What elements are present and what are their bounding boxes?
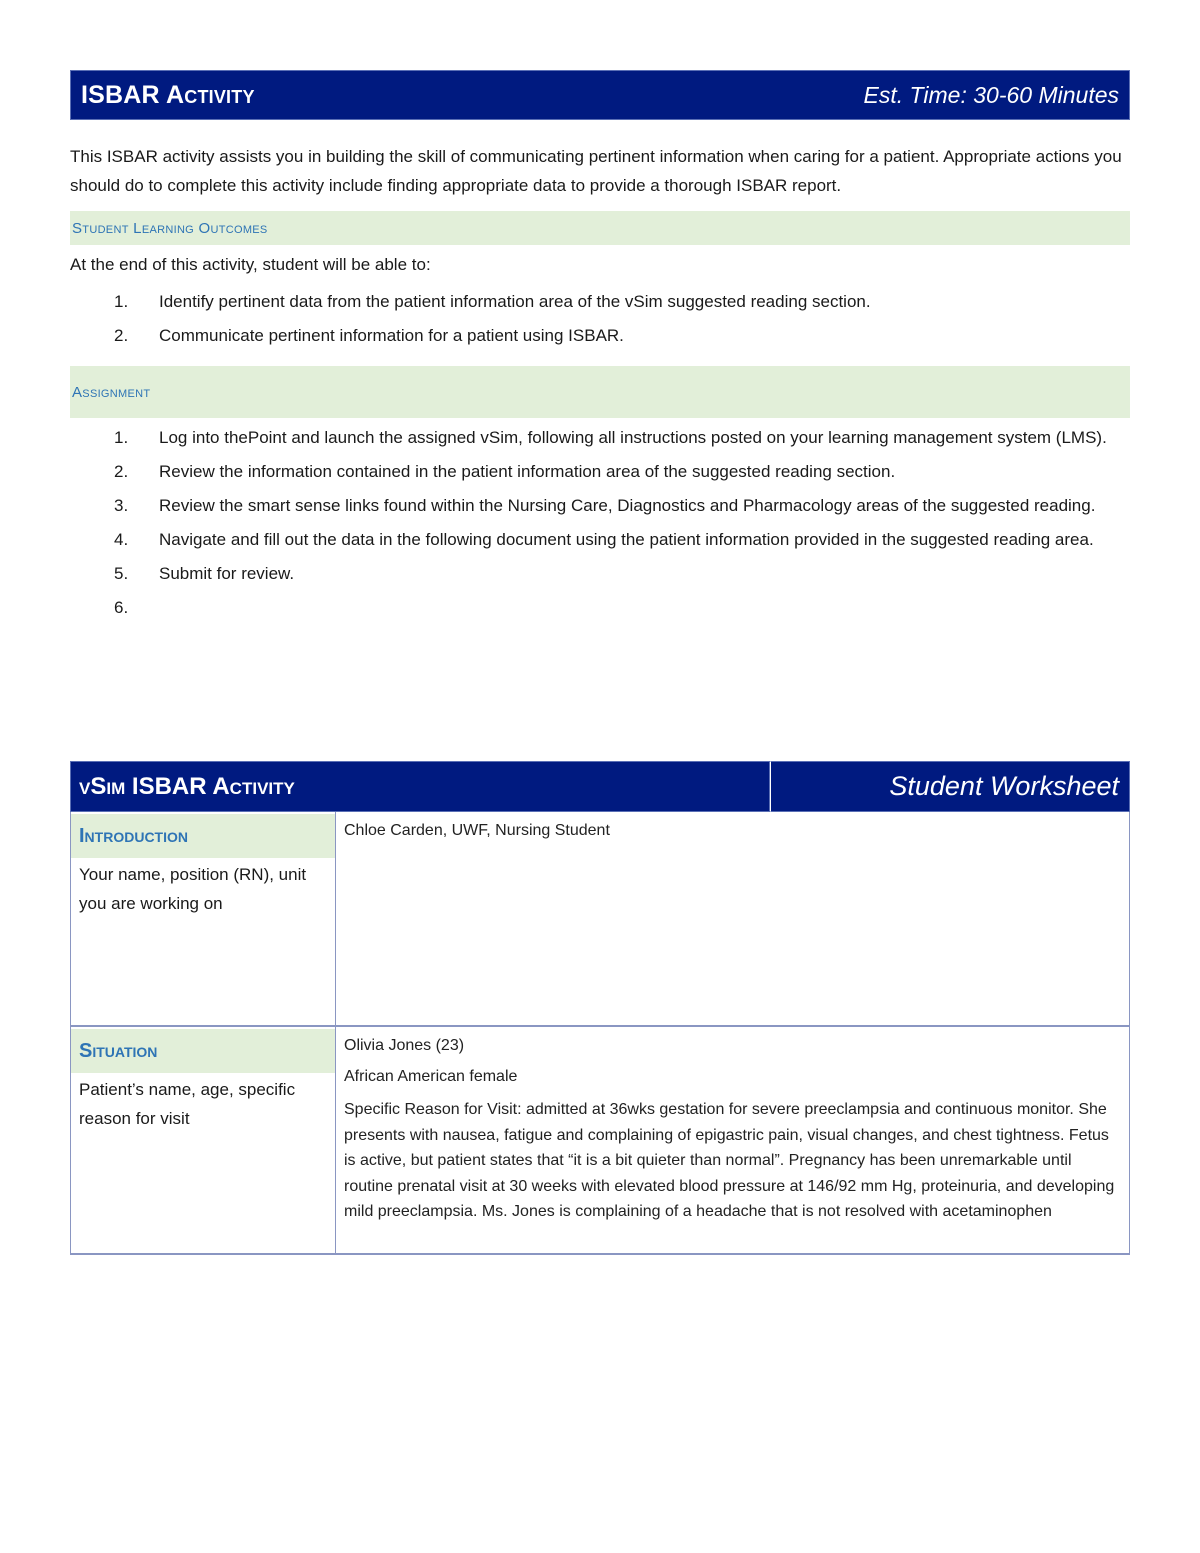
list-item: [70, 287, 1130, 316]
situation-row: [70, 1027, 1130, 1255]
list-text: [159, 593, 1130, 622]
document-page: [70, 70, 1130, 622]
list-text: Communicate pertinent information for a patient using ISBAR.: [159, 326, 624, 345]
introduction-description: Your name, position (RN), unit you are working on: [79, 865, 307, 913]
list-item: [70, 491, 1130, 520]
outcomes-heading: [70, 211, 1130, 245]
list-number: 2.: [114, 462, 129, 481]
list-number: 2.: [114, 326, 129, 345]
estimated-time: Est. Time: 30-60 Minutes: [863, 81, 1119, 108]
patient-name-age: Olivia Jones (23): [344, 1037, 465, 1054]
worksheet-title: vSim ISBAR Activity: [70, 761, 770, 812]
situation-label: Situation: [71, 1029, 335, 1073]
outcomes-heading-text: Student Learning Outcomes: [72, 219, 268, 237]
worksheet-table: [70, 761, 1130, 1255]
assignment-heading-text: Assignment: [72, 383, 151, 401]
patient-demographics: African American female: [344, 1068, 518, 1085]
introduction-label-cell: [71, 812, 336, 1025]
intro-paragraph: This ISBAR activity assists you in building the skill of communicating pertinent information when caring for a patient. Appropriate actions you should do to complete this activity include finding appropriate data to provide a thorough ISBAR report.: [70, 147, 1122, 195]
activity-banner: [70, 70, 1130, 120]
list-item: [70, 525, 1130, 554]
list-item: [70, 559, 1130, 588]
situation-label-cell: [71, 1027, 336, 1253]
list-number: 4.: [114, 530, 129, 549]
list-text: Review the smart sense links found within the Nursing Care, Diagnostics and Pharmacology areas of the suggested reading.: [159, 496, 1096, 515]
worksheet-header: [70, 761, 1130, 812]
worksheet-subtitle: Student Worksheet: [770, 761, 1130, 812]
assignment-heading: [70, 366, 1130, 418]
list-number: 5.: [114, 564, 129, 583]
introduction-text: Chloe Carden, UWF, Nursing Student: [344, 822, 610, 839]
outcomes-list: [70, 287, 1130, 350]
list-number: 1.: [114, 292, 129, 311]
list-number: 1.: [114, 428, 129, 447]
introduction-label: Introduction: [71, 814, 335, 858]
list-text: Submit for review.: [159, 564, 295, 583]
assignment-list: [70, 423, 1130, 622]
list-item: [70, 321, 1130, 350]
list-number: 3.: [114, 496, 129, 515]
situation-description: Patient’s name, age, specific reason for visit: [79, 1080, 296, 1128]
outcomes-lead: At the end of this activity, student will be able to:: [70, 255, 431, 274]
list-item: [70, 423, 1130, 452]
list-number: 6.: [114, 598, 129, 617]
list-item: [70, 593, 1130, 622]
introduction-row: [70, 812, 1130, 1027]
introduction-content[interactable]: [336, 812, 1129, 1025]
list-item: [70, 457, 1130, 486]
list-text: Identify pertinent data from the patient information area of the vSim suggested reading section.: [159, 292, 871, 311]
list-text: Navigate and fill out the data in the following document using the patient information provided in the suggested reading area.: [159, 530, 1094, 549]
activity-title: ISBAR Activity: [81, 80, 255, 109]
reason-for-visit: Specific Reason for Visit: admitted at 36wks gestation for severe preeclampsia and continuous monitor. She presents with nausea, fatigue and complaining of epigastric pain, visual changes, and chest tightness. Fetus is active, but patient states that “it is a bit quieter than normal”. Pregnancy has been unremarkable until routine prenatal visit at 30 weeks with elevated blood pressure at 146/92 mm Hg, proteinuria, and developing mild preeclampsia. Ms. Jones is complaining of a headache that is not resolved with acetaminophen: [344, 1101, 1115, 1220]
list-text: Review the information contained in the patient information area of the suggested reading section.: [159, 462, 896, 481]
list-text: Log into thePoint and launch the assigned vSim, following all instructions posted on your learning management system (LMS).: [159, 428, 1107, 447]
situation-content[interactable]: [336, 1027, 1129, 1253]
